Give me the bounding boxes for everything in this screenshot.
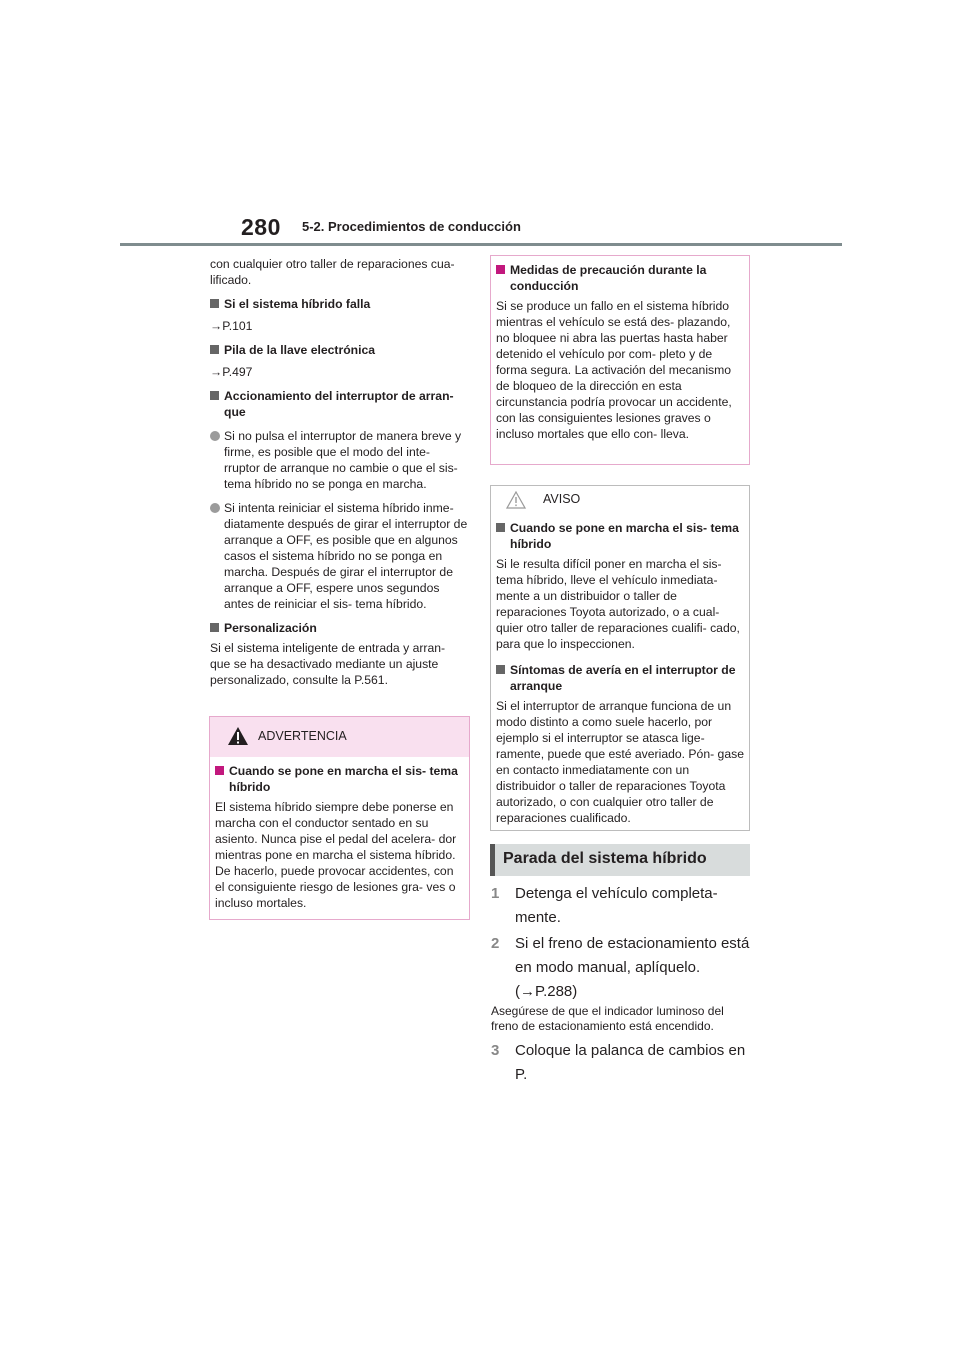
caution-body [491,514,749,832]
warning-text-1: El sistema híbrido siempre debe ponerse en marcha con el conductor sentado en su asiento. Nunca pise el pedal del acelera- dor mientras pone en marcha el sistema híbrido. [215,800,457,862]
step-note: Asegúrese de que el indicador luminoso del freno de estacionamiento está encendido. [491,1004,724,1033]
precaution-box [490,255,750,465]
section-heading-accent [490,844,495,876]
caution-box [490,485,750,831]
square-bullet-icon [210,299,219,308]
square-bullet-icon [496,265,505,274]
warning-box-header [210,717,469,757]
ref-p101[interactable]: →P.101 [210,319,253,333]
caution-box-header [491,486,749,514]
bullet-restart: Si intenta reiniciar el sistema híbrido inme- diatamente después de girar el interruptor de arranque a OFF, es posible que en algunos casos el sistema híbrido no se ponga en marcha. Después de girar el interruptor de arranque a OFF, espere unos segundos antes de reiniciar el sis- tema híbrido. [210,500,468,612]
square-bullet-icon [496,523,505,532]
heading-key-battery: Pila de la llave electrónica [210,342,468,358]
precaution-text: Si se produce un fallo en el sistema híbrido mientras el vehículo se está des- plazando, no bloquee ni abra las puertas hasta haber detenido el vehículo por com- pleto y de forma segura. La activación del mecanismo de bloqueo de la dirección en esta circunstancia podría provocar un accidente, con las consiguientes lesiones graves o incluso mortales que ello con- lleva. [496,299,732,441]
square-bullet-icon [210,623,219,632]
circle-bullet-icon [210,503,220,513]
warning-text-2: De hacerlo, puede provocar accidentes, con el consiguiente riesgo de lesiones gra- ves o incluso mortales. [215,864,456,910]
precaution-heading: Medidas de precaución durante la conducción [496,262,744,294]
warning-triangle-icon [227,726,249,746]
caution-heading-2: Síntomas de avería en el interruptor de arranque [496,662,744,694]
caution-title: AVISO [543,492,581,506]
step-number: 1 [491,885,500,902]
step-text: Si el freno de estacionamiento está en modo manual, aplíquelo. (→P.288) [515,935,750,1000]
header-rule [120,243,842,246]
section-heading: Parada del sistema híbrido [503,850,707,867]
warning-body [210,757,469,917]
caution-text-2: Si el interruptor de arranque funciona de un modo distinto a como suele hacerlo, por ejemplo si el interruptor se atasca lige- ramente, puede que esté averiado. Pón- gase en contacto inmediatamente con un distribuidor o taller de reparaciones Toyota autorizado, o con cualquier otro taller de reparaciones cualificado. [496,699,744,825]
heading-hybrid-fail: Si el sistema híbrido falla [210,296,468,312]
warning-box [209,716,470,920]
heading-start-switch: Accionamiento del interruptor de arran- que [210,388,468,420]
step-1 [491,882,751,930]
step-text: Detenga el vehículo completa- mente. [515,885,718,926]
ref-p497[interactable]: →P.497 [210,365,253,379]
step-number: 2 [491,935,500,952]
caution-triangle-icon [506,491,526,509]
intro-text: con cualquier otro taller de reparaciones cua- lificado. [210,257,455,287]
square-bullet-icon [210,345,219,354]
left-column [210,256,468,688]
page-number: 280 [241,214,281,240]
square-bullet-icon [215,766,224,775]
square-bullet-icon [496,665,505,674]
step-text: Coloque la palanca de cambios en P. [515,1042,746,1083]
section-title: 5-2. Procedimientos de conducción [302,219,521,234]
square-bullet-icon [210,391,219,400]
heading-personalization: Personalización [210,620,468,636]
step-number: 3 [491,1042,500,1059]
caution-heading-1: Cuando se pone en marcha el sis- tema híbrido [496,520,744,552]
step-2 [491,932,751,1004]
caution-text-1: Si le resulta difícil poner en marcha el sis- tema híbrido, lleve el vehículo inmediata- mente a un distribuidor o taller de reparaciones Toyota autorizado, o a cual- quier otro taller de reparaciones cualifi- cado, para que lo inspeccionen. [496,557,740,651]
warning-heading: Cuando se pone en marcha el sis- tema híbrido [215,763,464,795]
bullet-press-switch: Si no pulsa el interruptor de manera breve y firme, es posible que el modo del inte- rruptor de arranque no cambie o que el sis- tema híbrido no se ponga en marcha. [210,428,468,492]
precaution-body [491,256,749,448]
circle-bullet-icon [210,431,220,441]
warning-title: ADVERTENCIA [258,729,347,743]
step-3 [491,1039,751,1087]
personalization-text: Si el sistema inteligente de entrada y arran- que se ha desactivado mediante un ajuste personalizado, consulte la P.561. [210,641,446,687]
